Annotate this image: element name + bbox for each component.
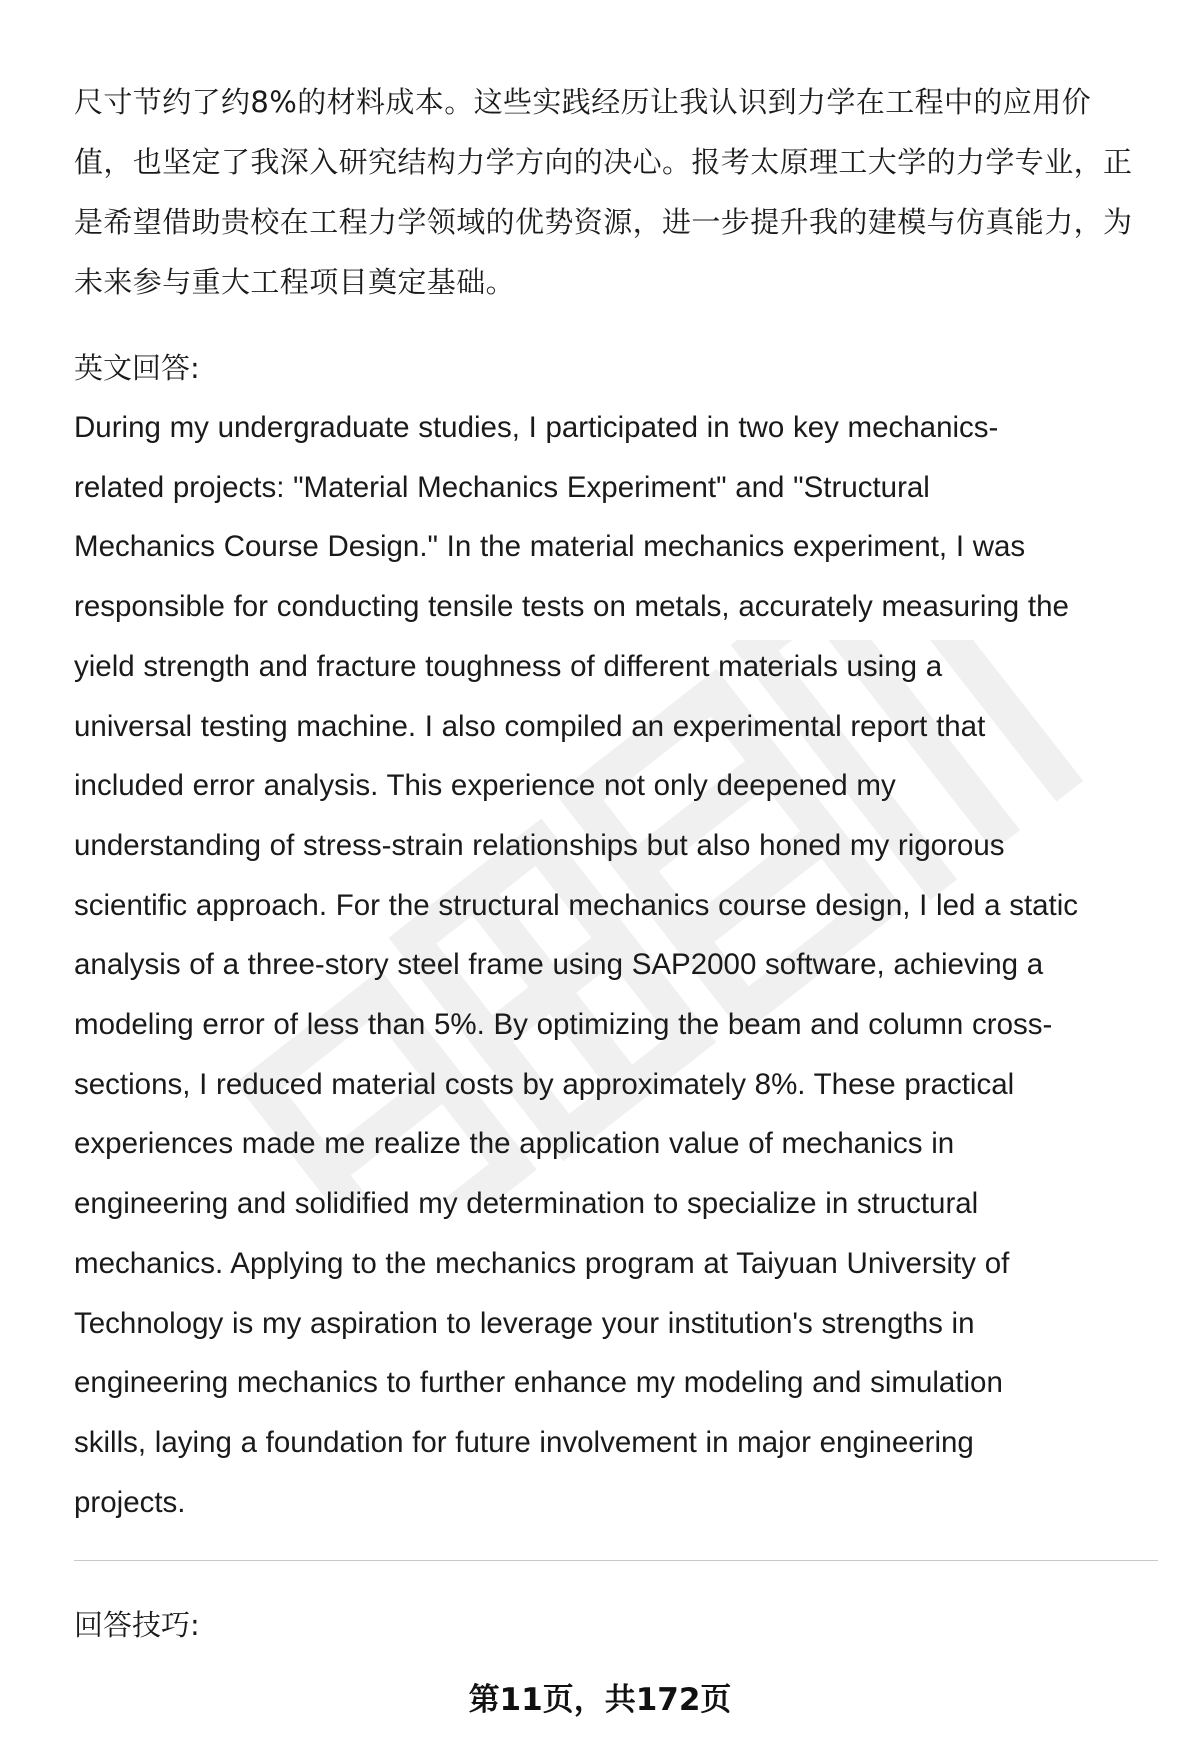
english-line: universal testing machine. I also compiled an experimental report that: [74, 709, 986, 743]
section-divider: [74, 1560, 1158, 1561]
english-answer-label: 英文回答:: [74, 351, 200, 385]
english-line: included error analysis. This experience not only deepened my: [74, 769, 896, 803]
english-line: projects.: [74, 1485, 186, 1519]
english-line: experiences made me realize the application value of mechanics in: [74, 1127, 955, 1161]
english-line: During my undergraduate studies, I participated in two key mechanics-: [74, 411, 999, 444]
english-line: Technology is my aspiration to leverage your institution's strengths in: [74, 1306, 975, 1340]
chinese-paragraph: [74, 72, 1154, 312]
chinese-line: 是希望借助贵校在工程力学领域的优势资源，进一步提升我的建模与仿真能力，为: [74, 205, 1133, 239]
answer-tips-label: 回答技巧:: [74, 1608, 200, 1642]
english-line: sections, I reduced material costs by approximately 8%. These practical: [74, 1067, 1015, 1101]
english-line: scientific approach. For the structural mechanics course design, I led a static: [74, 888, 1079, 922]
english-line: responsible for conducting tensile tests on metals, accurately measuring the: [74, 590, 1069, 624]
english-line: engineering mechanics to further enhance my modeling and simulation: [74, 1366, 1003, 1400]
english-line: engineering and solidified my determination to specialize in structural: [74, 1187, 979, 1221]
english-line: related projects: "Material Mechanics Experiment" and "Structural: [74, 470, 930, 504]
page-number-footer: 第11页，共172页: [468, 1682, 732, 1718]
english-line: analysis of a three-story steel frame using SAP2000 software, achieving a: [74, 948, 1044, 982]
english-line: modeling error of less than 5%. By optimizing the beam and column cross-: [74, 1008, 1053, 1042]
english-answer-paragraph: [74, 398, 1164, 1532]
chinese-line: 未来参与重大工程项目奠定基础。: [74, 265, 516, 299]
chinese-line: 尺寸节约了约8%的材料成本。这些实践经历让我认识到力学在工程中的应用价: [74, 85, 1092, 119]
english-line: yield strength and fracture toughness of different materials using a: [74, 649, 943, 683]
chinese-line: 值，也坚定了我深入研究结构力学方向的决心。报考太原理工大学的力学专业，正: [74, 145, 1133, 179]
english-line: Mechanics Course Design." In the material mechanics experiment, I was: [74, 530, 1026, 564]
english-line: mechanics. Applying to the mechanics program at Taiyuan University of: [74, 1246, 1010, 1280]
english-line: skills, laying a foundation for future involvement in major engineering: [74, 1425, 974, 1459]
english-line: understanding of stress-strain relationships but also honed my rigorous: [74, 828, 1005, 862]
